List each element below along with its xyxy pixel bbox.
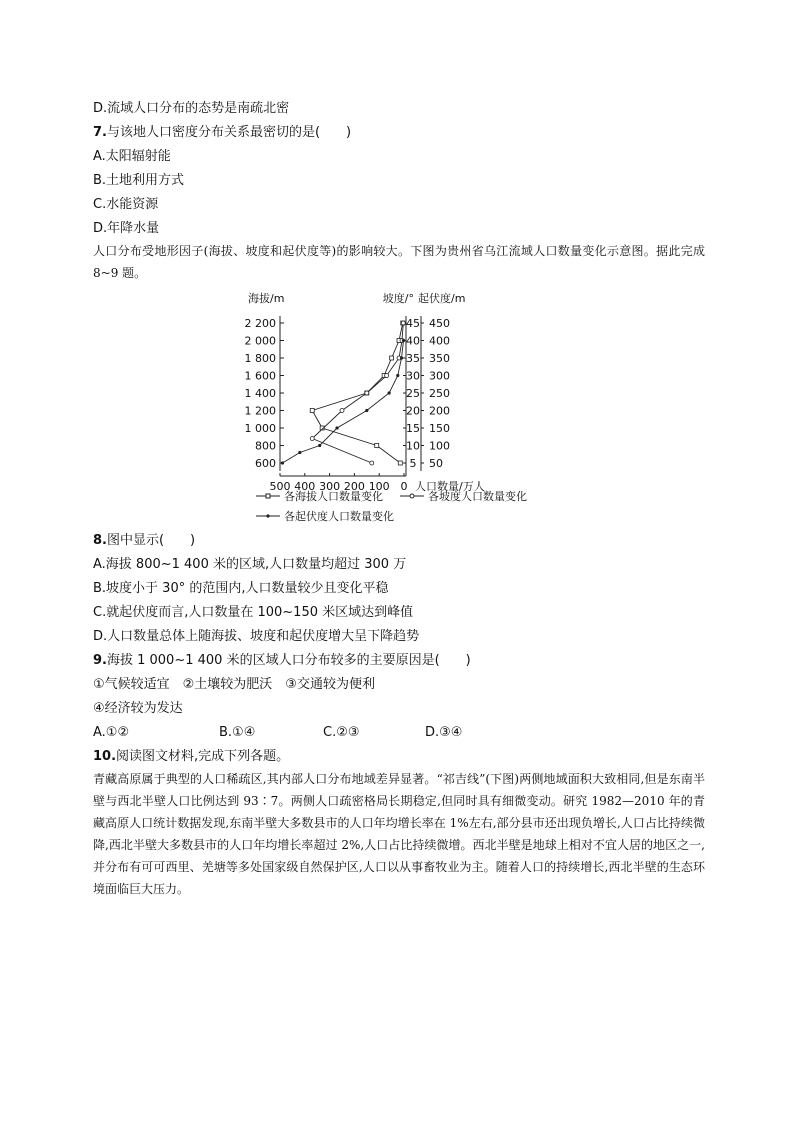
slope-tick-label: 30	[406, 369, 420, 383]
q9-stem-text: 海拔 1 000~1 400 米的区域人口分布较多的主要原因是( )	[106, 653, 471, 668]
q9-item-4: ④经济较为发达	[93, 701, 183, 716]
population-chart	[240, 286, 530, 526]
altitude-tick-label: 1 800	[244, 352, 276, 365]
altitude-data-point	[375, 444, 379, 448]
relief-data-point	[318, 444, 321, 447]
relief-data-point	[402, 339, 405, 342]
slope-axis-title: 坡度/°	[382, 292, 414, 305]
altitude-data-point	[310, 409, 314, 413]
q9-option-c: C.②③	[323, 725, 360, 740]
legend-label: 各海拔人口数量变化	[284, 490, 383, 503]
q8-option-b: B.坡度小于 30° 的范围内,人口数量较少且变化平稳	[93, 581, 389, 596]
q8-option-a: A.海拔 800~1 400 米的区域,人口数量均超过 300 万	[93, 557, 407, 572]
q8-number: 8.	[93, 533, 107, 548]
slope-data-point	[385, 374, 389, 378]
q7-stem	[93, 124, 351, 142]
legend-marker	[266, 514, 269, 517]
q7-option-c: C.水能资源	[93, 197, 159, 212]
slope-data-point	[370, 461, 374, 465]
slope-data-point	[365, 391, 369, 395]
q9-option-d: D.③④	[425, 725, 463, 740]
altitude-tick-label: 1 000	[244, 422, 276, 435]
relief-data-point	[400, 356, 403, 359]
relief-tick-label: 200	[429, 404, 450, 418]
population-tick-label: 300	[319, 480, 341, 493]
q10-passage: 青藏高原属于典型的人口稀疏区,其内部人口分布地域差异显著。“祁吉线”(下图)两侧地域面积大致相同,但是东南半壁与西北半壁人口比例达到 93∶7。两侧人口疏密格局长期稳定,但同时具有细微变动。研究 1982—2010 年的青藏高原人口统计数据发现,东南半壁大多数县市的人口年均增长率在 1%左右,部分县市还出现负增长,人口占比持续微降,西北半壁大多数县市的人口年均增长率超过 2%,人口占比持续微增。西北半壁是地球上相对不宜人居的地区之一,并分布有可可西里、羌塘等多处国家级自然保护区,人口以从事畜牧业为主。随着人口的持续增长,西北半壁的生态环境面临巨大压力。	[93, 772, 705, 896]
slope-tick-label: 15	[406, 422, 420, 435]
relief-axis-title: 起伏度/m	[418, 292, 466, 305]
chart-axes	[245, 291, 528, 523]
q7-stem-text: 与该地人口密度分布关系最密切的是( )	[106, 125, 352, 140]
legend-marker	[410, 494, 414, 498]
q10-number: 10.	[93, 749, 117, 764]
q7-number: 7.	[93, 125, 107, 140]
relief-data-point	[388, 391, 391, 394]
q9-stem	[93, 652, 471, 670]
legend-marker	[266, 494, 270, 498]
relief-data-point	[281, 461, 284, 464]
population-axis-title: 人口数量/万人	[415, 480, 485, 493]
chart-marks	[281, 321, 405, 465]
q9-items: ①气候较适宜 ②土壤较为肥沃 ③交通较为便利	[93, 677, 375, 692]
altitude-tick-label: 1 400	[244, 387, 276, 400]
population-tick-label: 200	[343, 480, 365, 493]
altitude-data-point	[390, 356, 394, 360]
slope-tick-label: 35	[406, 352, 420, 365]
q7-option-a: A.太阳辐射能	[93, 149, 171, 164]
altitude-tick-label: 2 000	[244, 334, 276, 348]
q10-stem	[93, 748, 289, 766]
intro-paragraph: 人口分布受地形因子(海拔、坡度和起伏度等)的影响较大。下图为贵州省乌江流域人口数量变化示意图。据此完成 8~9 题。	[93, 244, 705, 280]
slope-tick-label: 5	[409, 457, 417, 470]
slope-tick-label: 20	[406, 404, 420, 418]
q7-option-b: B.土地利用方式	[93, 173, 185, 188]
slope-tick-label: 10	[406, 439, 420, 453]
altitude-tick-label: 600	[255, 457, 276, 470]
slope-tick-label: 40	[406, 334, 420, 348]
q7-option-d: D.年降水量	[93, 221, 160, 236]
population-tick-label: 0	[400, 480, 408, 493]
altitude-tick-label: 1 200	[244, 404, 276, 418]
relief-tick-label: 350	[429, 352, 450, 365]
altitude-data-point	[398, 461, 402, 465]
relief-data-point	[298, 451, 301, 454]
relief-tick-label: 450	[429, 317, 450, 330]
q9-option-a: A.①②	[93, 725, 130, 740]
altitude-tick-label: 2 200	[244, 317, 276, 330]
q9-option-b: B.①④	[219, 725, 256, 740]
legend-label: 各起伏度人口数量变化	[284, 510, 394, 523]
altitude-tick-label: 800	[255, 439, 276, 453]
slope-tick-label: 45	[406, 317, 420, 330]
slope-data-point	[310, 437, 314, 441]
q8-option-d: D.人口数量总体上随海拔、坡度和起伏度增大呈下降趋势	[93, 629, 420, 644]
q8-stem	[93, 532, 195, 550]
relief-tick-label: 100	[429, 439, 450, 453]
relief-data-point	[365, 409, 368, 412]
altitude-tick-label: 1 600	[244, 369, 276, 383]
legend-label: 各坡度人口数量变化	[428, 490, 527, 503]
relief-data-point	[396, 374, 399, 377]
q8-option-c: C.就起伏度而言,人口数量在 100~150 米区域达到峰值	[93, 605, 414, 620]
slope-data-point	[340, 409, 344, 413]
relief-tick-label: 150	[429, 422, 450, 435]
relief-data-point	[335, 426, 338, 429]
q10-stem-text: 阅读图文材料,完成下列各题。	[116, 749, 290, 764]
population-tick-label: 500	[269, 480, 291, 493]
relief-tick-label: 250	[429, 387, 450, 400]
q9-number: 9.	[93, 653, 107, 668]
population-tick-label: 400	[294, 480, 316, 493]
slope-data-point	[401, 321, 405, 325]
altitude-axis-title: 海拔/m	[248, 292, 285, 305]
relief-tick-label: 50	[429, 457, 443, 470]
q8-stem-text: 图中显示( )	[106, 533, 196, 548]
relief-tick-label: 300	[429, 369, 450, 383]
relief-tick-label: 400	[429, 334, 450, 348]
population-tick-label: 100	[368, 480, 390, 493]
slope-tick-label: 25	[406, 387, 420, 400]
q6-option-d: D.流域人口分布的态势是南疏北密	[93, 101, 290, 116]
series-line-3	[282, 341, 403, 464]
